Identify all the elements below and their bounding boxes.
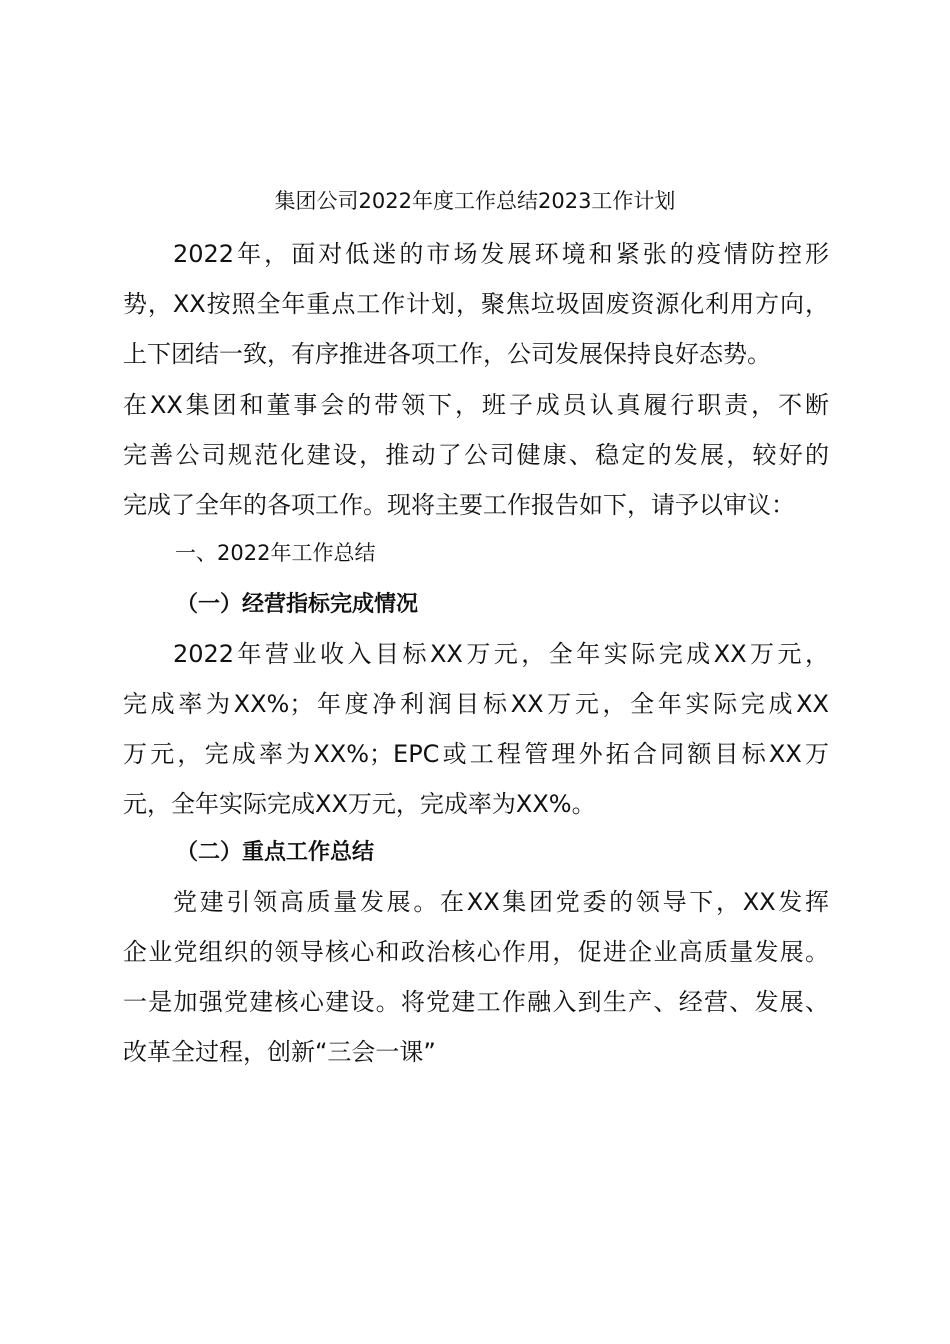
intro-line-2: 势，XX按照全年重点工作计划，聚焦垃圾固废资源化利用方向， <box>123 290 829 318</box>
intro-line-1: 2022年，面对低迷的市场发展环境和紧张的疫情防控形 <box>173 240 829 268</box>
subsection-heading-indicators: （一）经营指标完成情况 <box>176 592 419 617</box>
indicators-line-2: 完成率为XX%；年度净利润目标XX万元，全年实际完成XX <box>123 690 829 718</box>
intro-line-3: 上下团结一致，有序推进各项工作，公司发展保持良好态势。 <box>123 340 771 368</box>
indicators-line-4: 元，全年实际完成XX万元，完成率为XX%。 <box>123 790 596 818</box>
key-work-line-3: 一是加强党建核心建设。将党建工作融入到生产、经营、发展、 <box>123 988 829 1016</box>
key-work-line-1: 党建引领高质量发展。在XX集团党委的领导下，XX发挥 <box>173 888 829 916</box>
indicators-line-1: 2022年营业收入目标XX万元，全年实际完成XX万元， <box>173 640 829 668</box>
intro-line-4: 在XX集团和董事会的带领下，班子成员认真履行职责，不断 <box>123 391 829 419</box>
document-title: 集团公司2022年度工作总结2023工作计划 <box>274 189 676 213</box>
subsection-heading-key-work: （二）重点工作总结 <box>176 840 375 865</box>
intro-line-6: 完成了全年的各项工作。现将主要工作报告如下，请予以审议： <box>123 491 795 519</box>
intro-line-5: 完善公司规范化建设，推动了公司健康、稳定的发展，较好的 <box>123 441 829 469</box>
key-work-line-2: 企业党组织的领导核心和政治核心作用，促进企业高质量发展。 <box>123 938 829 966</box>
section-heading-work-summary: 一、2022年工作总结 <box>175 541 376 565</box>
indicators-line-3: 万元，完成率为XX%；EPC或工程管理外拓合同额目标XX万 <box>123 740 829 768</box>
key-work-line-4: 改革全过程，创新“三会一课” <box>123 1038 436 1066</box>
